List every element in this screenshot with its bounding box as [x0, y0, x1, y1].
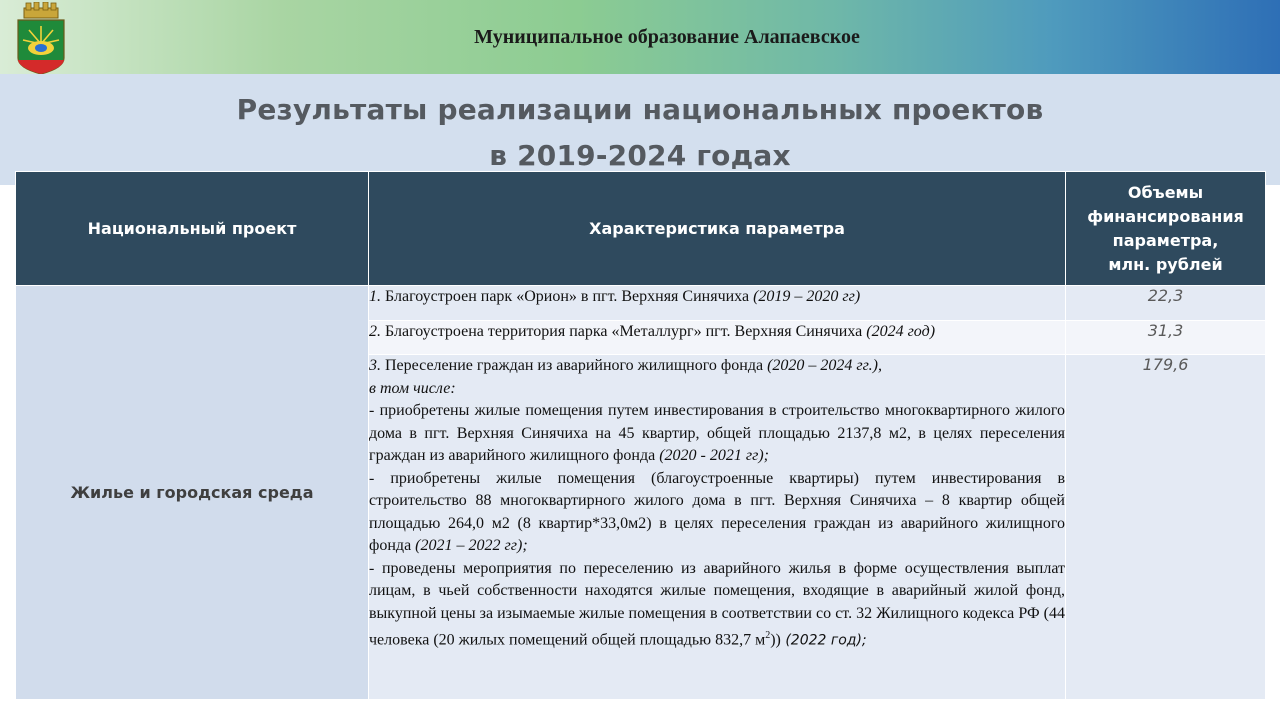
project-name-cell: Жилье и городская среда [16, 286, 369, 700]
paragraph-period: (2020 - 2021 гг); [659, 447, 769, 464]
row-text: Переселение граждан из аварийного жилищного фонда [381, 357, 768, 374]
row-number: 2. [369, 323, 381, 340]
row-period: (2019 – 2020 гг) [753, 288, 861, 305]
header-funding-line: млн. рублей [1108, 254, 1223, 274]
paragraph-text: - приобретены жилые помещения путем инвестирования в строительство многоквартирного жилого дома в пгт. Верхняя Синячиха на 45 квартир, общей площадью 2137,8 м2, в целях переселения граждан из аварийного жилищного фонда [369, 402, 1065, 464]
funding-value-cell: 31,3 [1066, 321, 1266, 355]
projects-table [15, 171, 1266, 700]
header-project: Национальный проект [16, 172, 369, 286]
header-funding [1066, 172, 1266, 286]
funding-value-cell: 22,3 [1066, 286, 1266, 321]
characteristic-cell [369, 321, 1066, 355]
paragraph-text: )) [770, 631, 781, 649]
row-number: 3. [369, 357, 381, 374]
paragraph-text: - приобретены жилые помещения (благоустроенные квартиры) путем инвестирования в строительство 88 многоквартирного жилого дома в пгт. Верхняя Синячиха – 8 квартир общей площадью 264,0 м2 (8 квартир*33,0м2) в целях переселения граждан из аварийного жилищного фонда [369, 469, 1065, 554]
paragraph-text: - проведены мероприятия по переселению из аварийного жилья в форме осуществления выплат лицам, в чьей собственности находятся жилые помещения, входящие в аварийный жилой фонд, выкупной цены за изымаемые жилые помещения в соответствии со ст. 32 Жилищного кодекса РФ (44 человека (20 жилых помещений общей площадью 832,7 м [369, 559, 1065, 649]
table-row [16, 286, 1266, 321]
municipality-name: Муниципальное образование Алапаевское [474, 26, 860, 48]
paragraph-period: (2022 год); [780, 632, 867, 649]
funding-value-cell: 179,6 [1066, 355, 1266, 700]
row-period: (2024 год) [866, 323, 936, 340]
characteristic-cell [369, 286, 1066, 321]
page-title-line-1: Результаты реализации национальных проектов [236, 93, 1044, 126]
header-characteristic: Характеристика параметра [369, 172, 1066, 286]
paragraph-1 [369, 400, 1065, 468]
row-number: 1. [369, 288, 381, 305]
row-text: Благоустроена территория парка «Металлург» пгт. Верхняя Синячиха [381, 323, 867, 340]
row-period: (2020 – 2024 гг.), [767, 357, 882, 374]
page-title [0, 87, 1280, 179]
page-title-line-2: в 2019-2024 годах [489, 139, 791, 172]
header-funding-line: финансирования [1087, 206, 1244, 226]
superscript: 2 [765, 630, 771, 641]
paragraph-2 [369, 468, 1065, 558]
header-funding-line: параметра, [1112, 230, 1219, 250]
paragraph-3 [369, 558, 1065, 652]
row-subheading: в том числе: [369, 379, 456, 397]
paragraph-period: (2021 – 2022 гг); [415, 537, 528, 554]
row-text: Благоустроен парк «Орион» в пгт. Верхняя Синячиха [381, 288, 754, 305]
header-funding-line: Объемы [1127, 182, 1204, 202]
characteristic-cell [369, 355, 1066, 700]
